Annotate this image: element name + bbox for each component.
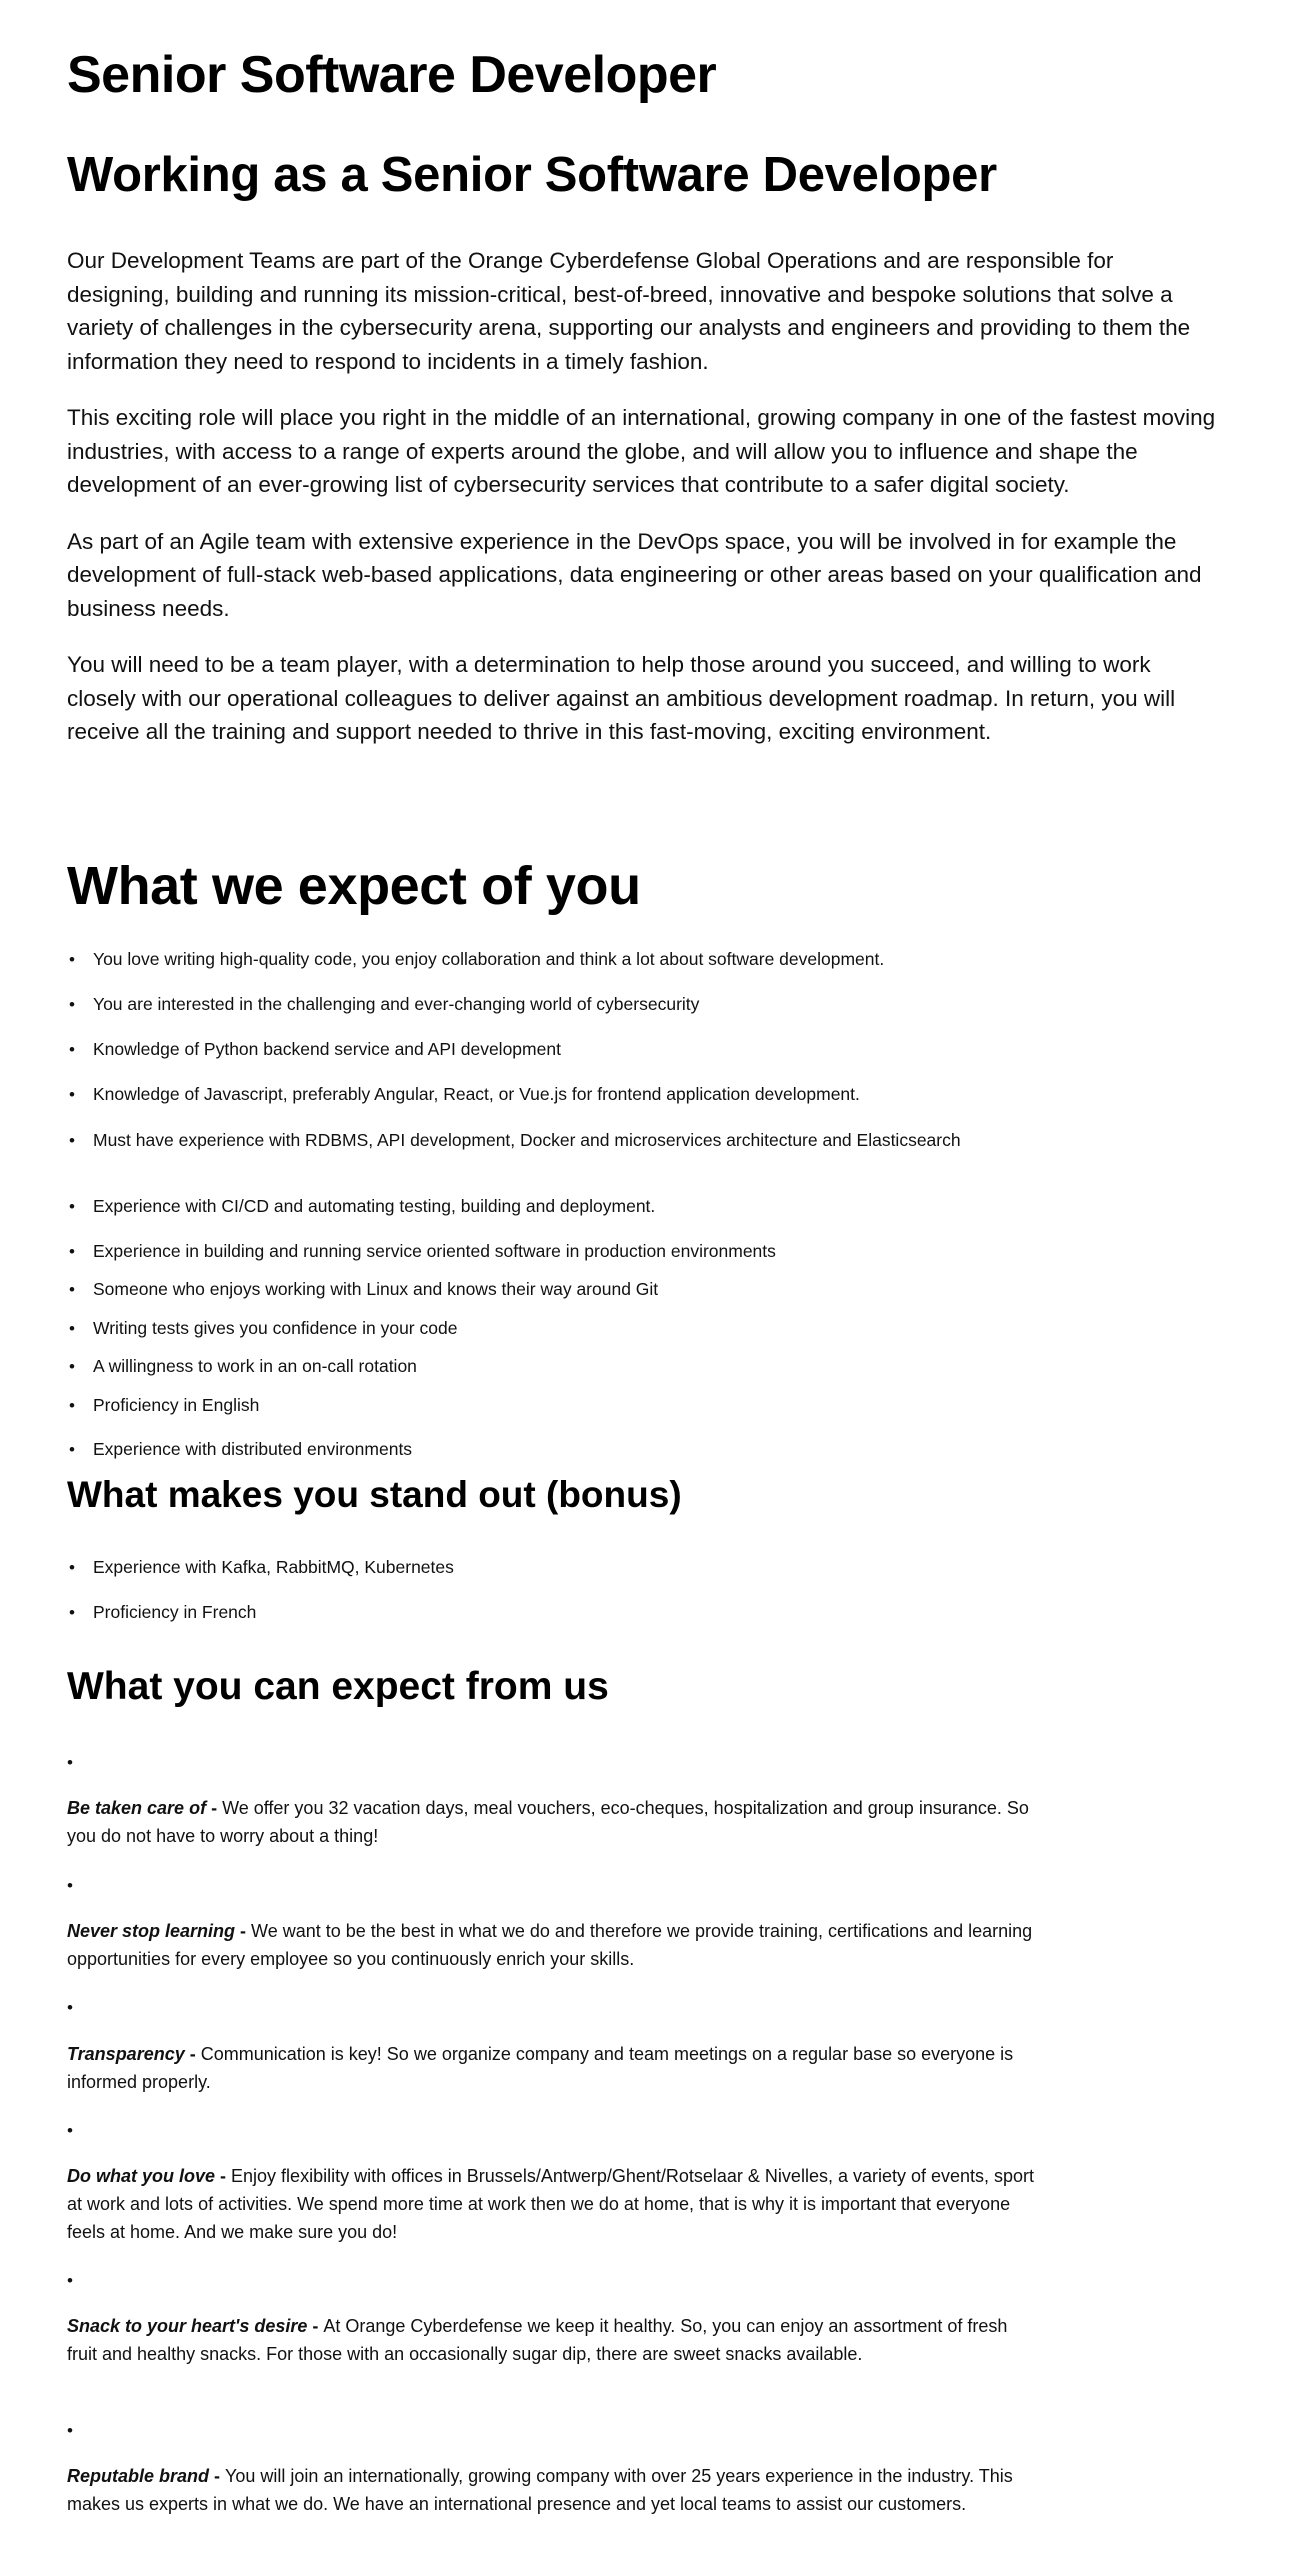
benefit-item (67, 2040, 1037, 2096)
bullet-icon: • (69, 1242, 75, 1261)
from-us-heading: What you can expect from us (67, 1665, 609, 1708)
bonus-heading: What makes you stand out (bonus) (67, 1474, 682, 1515)
benefit-item (67, 2312, 1037, 2368)
bullet-icon: • (69, 1319, 75, 1338)
bullet-icon: • (69, 1396, 75, 1415)
bullet-icon: • (67, 1876, 73, 1895)
intro-paragraph: Our Development Teams are part of the Orange Cyberdefense Global Operations and are responsible for designing, building and running its mission-critical, best-of-breed, innovative and bespoke solutions that solve a variety of challenges in the cybersecurity arena, supporting our analysts and engineers and providing to them the information they need to respond to incidents in a timely fashion. (67, 248, 1191, 374)
list-item-text: Proficiency in English (93, 1395, 260, 1415)
benefit-name: Never stop learning (67, 1921, 236, 1941)
benefit-separator: - (206, 1798, 223, 1818)
list-item (67, 1276, 1067, 1303)
benefit-name: Transparency (67, 2044, 185, 2064)
intro-paragraph: As part of an Agile team with extensive experience in the DevOps space, you will be involved in for example the development of full-stack web-based applications, data engineering or other areas based on your qualification and business needs. (67, 528, 1202, 621)
list-item-text: Experience with CI/CD and automating testing, building and deployment. (93, 1196, 656, 1216)
list-item (67, 1193, 1067, 1220)
intro-paragraph: This exciting role will place you right in the middle of an international, growing company in one of the fastest moving industries, with access to a range of experts around the globe, and will allow you to influence and shape the development of an ever-growing list of cybersecurity services that contribute to a safer digital society. (67, 405, 1216, 497)
list-item (67, 1436, 1067, 1463)
list-item (67, 1081, 1067, 1108)
list-item-text: Knowledge of Javascript, preferably Angular, React, or Vue.js for frontend application development. (93, 1084, 860, 1104)
bullet-icon: • (69, 995, 75, 1014)
bullet-icon: • (69, 1357, 75, 1376)
list-item-text: A willingness to work in an on-call rotation (93, 1356, 417, 1376)
benefit-text: We want to be the best in what we do and therefore we provide training, certifications and learning opportunities for every employee so you continuously enrich your skills. (67, 1921, 1033, 1969)
benefit-name: Do what you love (67, 2166, 216, 2186)
benefit-name: Be taken care of (67, 1798, 207, 1818)
bullet-icon: • (67, 2121, 73, 2140)
bullet-icon: • (69, 1131, 75, 1150)
bullet-icon: • (69, 1040, 75, 1059)
benefit-separator: - (307, 2316, 324, 2336)
benefit-item (67, 1917, 1037, 1973)
list-item-text: Writing tests gives you confidence in your code (93, 1318, 458, 1338)
benefit-separator: - (235, 1921, 252, 1941)
bullet-icon: • (69, 1197, 75, 1216)
working-heading: Working as a Senior Software Developer (67, 148, 997, 202)
list-item (67, 991, 1067, 1018)
bullet-icon: • (67, 1998, 73, 2017)
expect-heading: What we expect of you (67, 856, 641, 916)
list-item-text: Knowledge of Python backend service and API development (93, 1039, 561, 1059)
list-item-text: Experience in building and running service oriented software in production environments (93, 1241, 776, 1261)
bullet-icon: • (67, 2271, 73, 2290)
bullet-icon: • (69, 1558, 75, 1577)
bullet-icon: • (67, 2421, 73, 2440)
benefit-name: Reputable brand (67, 2466, 210, 2486)
list-item (67, 1315, 1067, 1342)
bullet-icon: • (69, 1280, 75, 1299)
list-item (67, 1353, 1067, 1380)
benefit-text: Enjoy flexibility with offices in Brussels/Antwerp/Ghent/Rotselaar & Nivelles, a variety of events, sport at work and lots of activities. We spend more time at work then we do at home, that is why it is important that everyone feels at home. And we make sure you do! (67, 2166, 1035, 2242)
benefit-text: We offer you 32 vacation days, meal vouchers, eco-cheques, hospitalization and group insurance. So you do not have to worry about a thing! (67, 1798, 1029, 1846)
page-title: Senior Software Developer (67, 46, 717, 104)
bullet-icon: • (69, 1085, 75, 1104)
list-item-text: Proficiency in French (93, 1602, 257, 1622)
list-item (67, 1036, 1067, 1063)
list-item (67, 1127, 987, 1154)
bullet-icon: • (69, 1440, 75, 1459)
benefit-text: Communication is key! So we organize company and team meetings on a regular base so everyone is informed properly. (67, 2044, 1014, 2092)
list-item (67, 1238, 1067, 1265)
bullet-icon: • (69, 1603, 75, 1622)
bullet-icon: • (67, 1753, 73, 1772)
intro-section (67, 244, 1217, 772)
list-item-text: Experience with distributed environments (93, 1439, 413, 1459)
list-item (67, 1554, 1067, 1581)
benefit-text: At Orange Cyberdefense we keep it healthy. So, you can enjoy an assortment of fresh fruit and healthy snacks. For those with an occasionally sugar dip, there are sweet snacks available. (67, 2316, 1008, 2364)
benefit-name: Snack to your heart's desire (67, 2316, 308, 2336)
bullet-icon: • (69, 950, 75, 969)
list-item-text: You are interested in the challenging and ever-changing world of cybersecurity (93, 994, 700, 1014)
benefit-item (67, 2162, 1037, 2246)
benefit-separator: - (184, 2044, 201, 2064)
list-item (67, 1392, 1067, 1419)
intro-paragraph: You will need to be a team player, with a determination to help those around you succeed, and willing to work closely with our operational colleagues to deliver against an ambitious development roadmap. In return, you will receive all the training and support needed to thrive in this fast-moving, exciting environment. (67, 652, 1176, 744)
list-item (67, 1599, 1067, 1626)
benefit-separator: - (209, 2466, 226, 2486)
benefit-item (67, 1794, 1037, 1850)
benefit-item (67, 2462, 1037, 2518)
list-item-text: Experience with Kafka, RabbitMQ, Kubernetes (93, 1557, 454, 1577)
benefit-separator: - (215, 2166, 232, 2186)
benefit-text: You will join an internationally, growing company with over 25 years experience in the industry. This makes us experts in what we do. We have an international presence and yet local teams to assist our customers. (67, 2466, 1013, 2514)
list-item-text: You love writing high-quality code, you enjoy collaboration and think a lot about software development. (93, 949, 885, 969)
list-item-text: Must have experience with RDBMS, API development, Docker and microservices architecture and Elasticsearch (93, 1130, 961, 1150)
list-item-text: Someone who enjoys working with Linux and knows their way around Git (93, 1279, 659, 1299)
list-item (67, 946, 1067, 973)
